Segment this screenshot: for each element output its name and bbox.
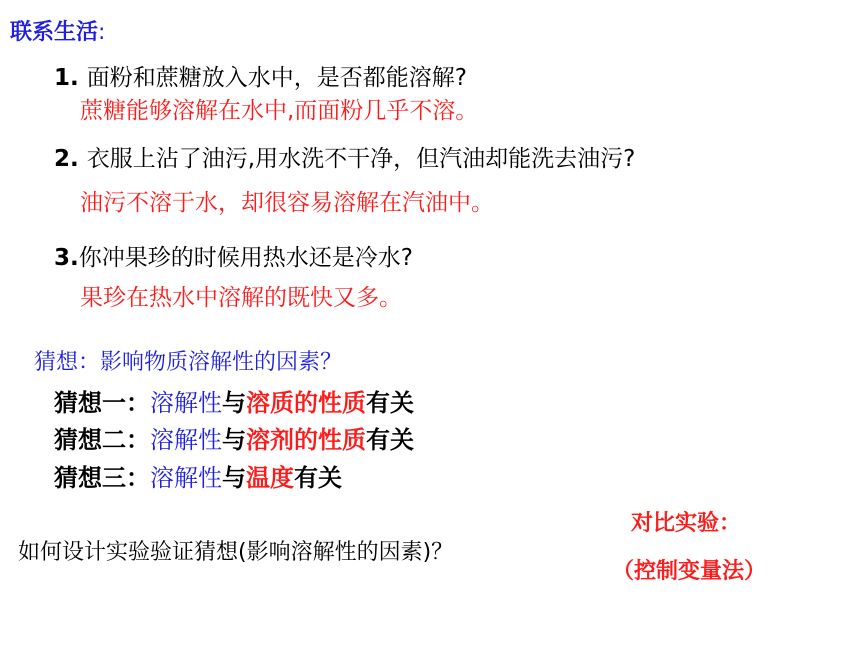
hypothesis-item-subject: 溶解性 <box>150 389 222 417</box>
hypothesis-item-suffix: 有关 <box>366 426 414 454</box>
method-subtitle: （控制变量法） <box>612 559 767 584</box>
hypothesis-item-connector: 与 <box>222 389 246 417</box>
hypothesis-title: 猜想：影响物质溶解性的因素？ <box>34 350 343 375</box>
heading-colon: : <box>98 20 106 45</box>
hypothesis-item-connector: 与 <box>222 426 246 454</box>
heading-label: 联系生活 <box>10 20 99 45</box>
hypothesis-item-label: 猜想二： <box>54 426 150 454</box>
question-2-text: 衣服上沾了油污,用水洗不干净，但汽油却能洗去油污? <box>86 146 636 172</box>
design-question: 如何设计实验验证猜想(影响溶解性的因素)？ <box>18 540 454 565</box>
hypothesis-item-1 <box>54 391 414 415</box>
question-2-number: 2. <box>54 146 79 172</box>
hypothesis-item-suffix: 有关 <box>294 464 342 492</box>
question-3-number: 3. <box>54 245 79 271</box>
question-1 <box>54 67 467 90</box>
question-2 <box>54 148 635 171</box>
hypothesis-item-label: 猜想三： <box>54 464 150 492</box>
hypothesis-item-connector: 与 <box>222 464 246 492</box>
hypothesis-item-factor: 溶剂的性质 <box>246 426 366 454</box>
hypothesis-item-2 <box>54 428 414 452</box>
hypothesis-item-label: 猜想一： <box>54 389 150 417</box>
answer-2: 油污不溶于水，却很容易溶解在汽油中。 <box>80 190 494 216</box>
question-1-text: 面粉和蔗糖放入水中，是否都能溶解? <box>86 65 467 91</box>
method-title: 对比实验： <box>631 511 742 536</box>
answer-3: 果珍在热水中溶解的既快又多。 <box>80 285 402 311</box>
question-1-number: 1. <box>54 65 79 91</box>
hypothesis-item-subject: 溶解性 <box>150 426 222 454</box>
question-3 <box>54 247 413 270</box>
section-heading <box>10 22 105 44</box>
hypothesis-item-factor: 溶质的性质 <box>246 389 366 417</box>
hypothesis-item-factor: 温度 <box>246 464 294 492</box>
answer-1: 蔗糖能够溶解在水中,而面粉几乎不溶。 <box>80 98 479 124</box>
hypothesis-item-suffix: 有关 <box>366 389 414 417</box>
hypothesis-item-subject: 溶解性 <box>150 464 222 492</box>
question-3-text: 你冲果珍的时候用热水还是冷水? <box>78 245 413 271</box>
hypothesis-item-3 <box>54 466 342 490</box>
